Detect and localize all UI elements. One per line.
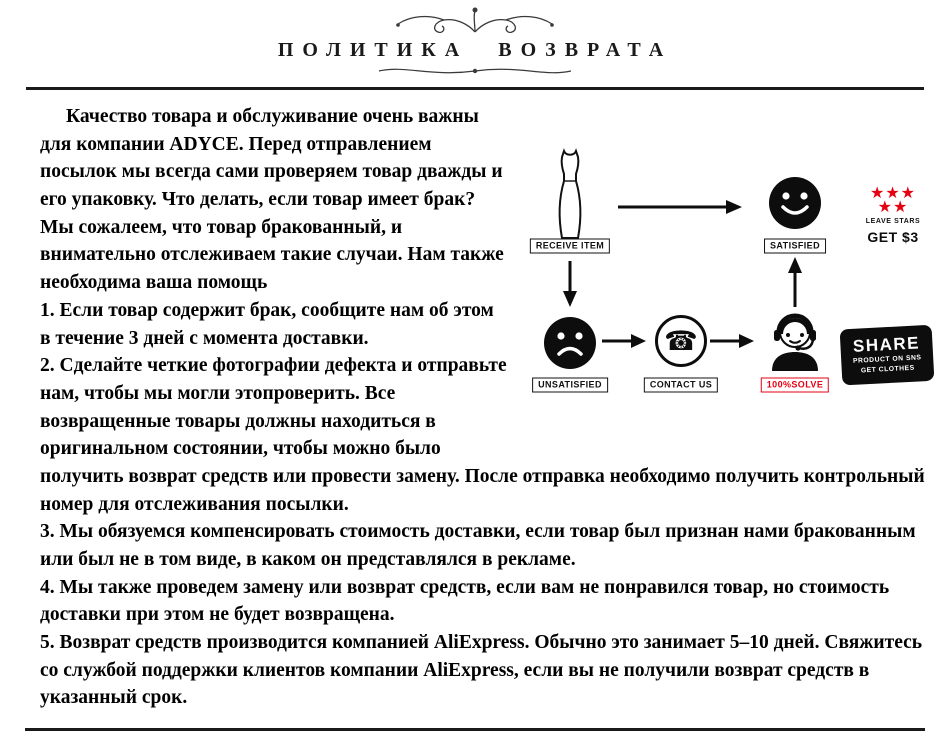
share-subline: GET CLOTHES (860, 364, 915, 375)
share-title: SHARE (852, 333, 921, 356)
phone-icon (655, 315, 707, 367)
policy-paragraph: 4. Мы также проведем замену или возврат средств, если вам не понравился товар, но стоимость доставки при этом не будет возвращена. (40, 576, 890, 626)
policy-paragraph: 1. Если товар содержит брак, сообщите нам об этом в течение 3 дней с момента доставки. (40, 299, 494, 349)
divider-ornament-icon (375, 63, 575, 78)
support-agent-icon (766, 309, 824, 371)
policy-paragraph: 5. Возврат средств производится компанией AliExpress. Обычно это занимает 5–10 дней. Свяжитесь со службой поддержки клиентов компании AliExpress, если вы не получили возврат средств в указанный срок. (40, 632, 923, 709)
policy-content (0, 90, 950, 712)
receive-item-label: RECEIVE ITEM (530, 239, 610, 254)
leave-stars-label: LEAVE STARS (865, 218, 921, 226)
return-flow-diagram (520, 103, 932, 455)
stars-reward-block (838, 183, 948, 248)
happy-face-icon (768, 176, 822, 230)
page-title: ПОЛИТИКА ВОЗВРАТА (277, 39, 673, 61)
arrow-down-icon (562, 261, 578, 307)
arrow-right-icon (710, 333, 754, 349)
policy-paragraph: 2. Сделайте четкие фотографии дефекта и отправьте нам, чтобы мы могли этопроверить. Все возвращенные товары должны находиться в оригинальном состоянии, чтобы можно было получить возврат средств или провести замену. После отправка необходимо получить контрольный номер для отслеживания посылки. (40, 355, 925, 515)
solve-label: 100%SOLVE (761, 378, 829, 393)
policy-paragraph: Качество товара и обслуживание очень важны для компании ADYCE. Перед отправлением посылок мы всегда сами проверяем товар дважды и его упаковку. Что делать, если товар имеет брак? Мы сожалеем, что товар бракованный, и внимательно отслеживаем такие случаи. Нам также необходима ваша помощь (40, 106, 504, 294)
contact-us-label: CONTACT US (644, 378, 718, 393)
policy-paragraph: 3. Мы обязуемся компенсировать стоимость доставки, если товар был признан нами бракованным или был не в том виде, в каком он представлялся в рекламе. (40, 521, 916, 570)
arrow-right-icon (602, 333, 646, 349)
phone-glyph: ☎ (664, 325, 698, 357)
satisfied-label: SATISFIED (764, 239, 826, 254)
dress-icon (547, 148, 593, 242)
share-subline: PRODUCT ON SNS (852, 354, 922, 365)
reward-label: GET $3 (867, 229, 919, 246)
stars-icon: ★★★ (869, 183, 917, 203)
arrow-up-icon (787, 257, 803, 307)
flourish-ornament-icon (390, 5, 560, 37)
page-header (0, 0, 950, 90)
footer-divider (25, 728, 925, 731)
sad-face-icon (543, 316, 597, 370)
share-badge (840, 325, 935, 386)
stars-icon: ★★ (877, 197, 909, 217)
unsatisfied-label: UNSATISFIED (532, 378, 608, 393)
arrow-right-icon (618, 199, 742, 215)
